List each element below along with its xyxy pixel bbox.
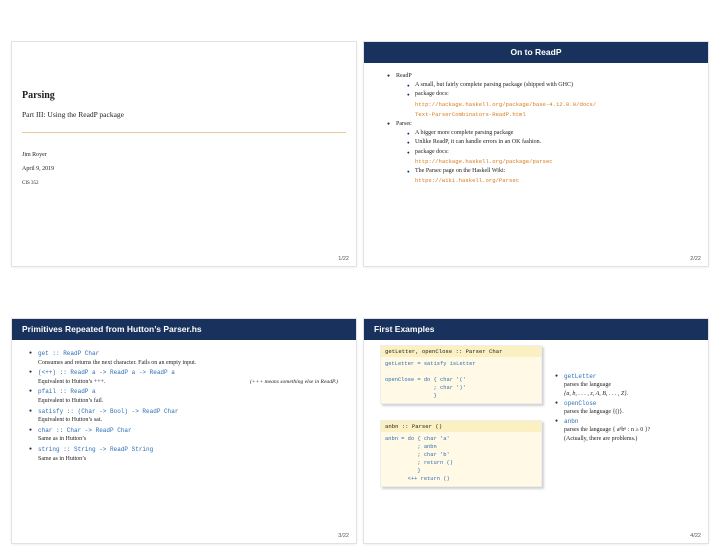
note-text: {a, b, . . . , z, A, B, . . . , Z}.: [564, 391, 629, 397]
slide-title-heading: Parsing: [22, 90, 55, 101]
bullet-parsec: ● Parsec ● A bigger more complete parsing package ● Unlike ReadP, it can handle errors in an OK fashion. ● package docs: http://hackage.haskell.org/package/parsec ● The Parsec page on the Haskell Wiki: https://wiki.haskell.org/Parsec: [384, 120, 700, 186]
code-block-title: getLetter, openClose :: Parser Char: [381, 346, 541, 357]
bullet: ● A small, but fairly complete parsing package (shipped with GHC): [406, 81, 700, 90]
description: Consumes and returns the next character. Fails on an empty input.: [38, 359, 197, 366]
slide-title: [12, 42, 356, 266]
link-parsec-docs[interactable]: http://hackage.haskell.org/package/parsec: [415, 157, 553, 165]
slide-content: [384, 72, 700, 186]
bullet-readp: ● ReadP ● A small, but fairly complete parsing package (shipped with GHC) ● package docs: http://hackage.haskell.org/package/base-4.12.0.0/docs/ Text-ParserCombinators-ReadP.html: [384, 72, 700, 120]
code-signature: ● char :: Char -> ReadP Char: [26, 426, 348, 436]
link-readp-docs[interactable]: http://hackage.haskell.org/package/base-4.12.0.0/docs/: [415, 100, 597, 108]
note-code: ● openClose: [552, 399, 698, 408]
code-signature: ● (<++) :: ReadP a -> ReadP a -> ReadP a: [26, 368, 348, 378]
bullet: ● package docs: http://hackage.haskell.org/package/base-4.12.0.0/docs/ Text-ParserCombinators-ReadP.html: [406, 90, 700, 120]
code-block-body: anbn = do { char 'a' ; anbn ; char 'b' ; return () } <++ return (): [381, 432, 541, 486]
code-block-getletter: [380, 345, 542, 404]
bullet: ● Unlike ReadP, it can handle errors in an OK fashion.: [406, 138, 700, 147]
page-number: 4/22: [690, 533, 701, 539]
page-number: 1/22: [338, 256, 349, 262]
page-number: 3/22: [338, 533, 349, 539]
code-block-title: anbn :: Parser (): [381, 421, 541, 432]
note-text: parses the language {()}.: [564, 409, 624, 415]
code-signature: ● string :: String -> ReadP String: [26, 445, 348, 455]
code-block-anbn: [380, 420, 542, 487]
slide-readp: [364, 42, 708, 266]
description: Equivalent to Hutton’s sat.: [38, 417, 102, 424]
bullet: ● A bigger more complete parsing package: [406, 129, 700, 138]
slide-heading: On to ReadP: [364, 42, 708, 63]
slide-content: [26, 349, 348, 464]
description: Equivalent to Hutton’s fail.: [38, 397, 104, 404]
note-text: parses the language { aⁿbⁿ : n ≥ 0 }?: [564, 427, 651, 433]
note-code: ● anbn: [552, 417, 698, 426]
code-signature: ● get :: ReadP Char: [26, 349, 348, 359]
slide-heading: Primitives Repeated from Hutton’s Parser.hs: [12, 319, 356, 340]
code-signature: ● pfail :: ReadP a: [26, 387, 348, 397]
bullet: ● package docs: http://hackage.haskell.org/package/parsec: [406, 148, 700, 167]
description: Same as in Hutton’s: [38, 436, 87, 443]
note: (+++ means something else in ReadP.): [250, 378, 338, 385]
code-block-body: getLetter = satisfy isLetter openClose = do { char '(' ; char ')' }: [381, 357, 541, 403]
date: April 9, 2019: [22, 166, 55, 172]
link-readp-docs-2[interactable]: Text-ParserCombinators-ReadP.html: [415, 110, 526, 118]
author: Jim Royer: [22, 152, 47, 158]
slide-primitives: [12, 319, 356, 543]
description: Same as in Hutton’s: [38, 455, 87, 462]
note-code: ● getLetter: [552, 372, 698, 381]
code-signature: ● satisfy :: (Char -> Bool) -> ReadP Char: [26, 407, 348, 417]
note-text: parses the language: [564, 382, 611, 388]
slide-subtitle: Part III: Using the ReadP package: [22, 110, 124, 119]
description: Equivalent to Hutton’s +++. (+++ means something else in ReadP.): [26, 378, 348, 388]
link-parsec-wiki[interactable]: https://wiki.haskell.org/Parsec: [415, 177, 520, 185]
bullet: ● The Parsec page on the Haskell Wiki: https://wiki.haskell.org/Parsec: [406, 167, 700, 186]
course: CIS 352: [22, 181, 39, 186]
divider: [22, 132, 346, 133]
note-text: (Actually, there are problems.): [564, 436, 638, 442]
page-number: 2/22: [690, 256, 701, 262]
example-notes: [552, 372, 698, 444]
slide-examples: [364, 319, 708, 543]
slide-heading: First Examples: [364, 319, 708, 340]
